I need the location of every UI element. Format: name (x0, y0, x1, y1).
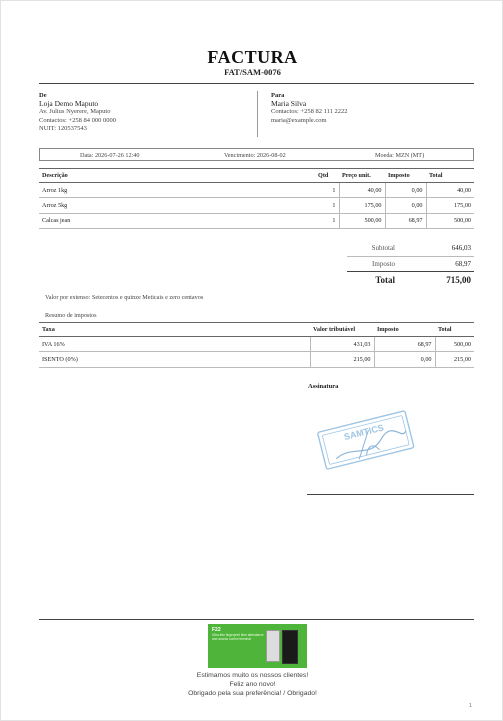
item-total: 500,00 (426, 213, 474, 228)
item-tax: 68,97 (385, 213, 426, 228)
item-description: Calcas jean (39, 213, 315, 228)
footer-divider (39, 619, 474, 620)
total-value: 715,00 (446, 275, 471, 285)
from-nuit: NUIT: 120537543 (39, 125, 87, 133)
col-taxable: Valor tributável (310, 323, 374, 337)
item-qty: 1 (315, 183, 339, 198)
tax-value: 68,97 (455, 260, 471, 268)
invoice-info-box (39, 148, 474, 161)
item-description: Arroz 5kg (39, 198, 315, 213)
company-stamp (311, 401, 421, 481)
col-tax-amount: Imposto (374, 323, 435, 337)
tax-amount: 68,97 (374, 337, 435, 352)
tax-taxable: 215,00 (310, 352, 374, 367)
table-row (39, 337, 474, 352)
promo-banner (208, 624, 307, 668)
col-total: Total (426, 169, 474, 183)
from-address: Av. Julius Nyerere, Maputo (39, 108, 111, 115)
from-contacts: Contactos: +258 84 000 0000 (39, 116, 116, 124)
item-qty: 1 (315, 213, 339, 228)
header-divider (39, 83, 474, 84)
tax-rate: IVA 16% (39, 337, 310, 352)
table-row (39, 183, 474, 198)
to-label: Para (271, 92, 285, 99)
subtotal-value: 646,03 (451, 244, 471, 252)
page-number: 1 (469, 703, 472, 709)
from-label: De (39, 92, 47, 99)
item-total: 40,00 (426, 183, 474, 198)
to-contacts: Contactos: +258 82 111 2222 (271, 108, 348, 115)
signature-line (307, 494, 474, 495)
invoice-currency: Moeda: MZN (MT) (375, 151, 425, 159)
to-email: maria@example.com (271, 116, 327, 124)
tax-taxable: 431,03 (310, 337, 374, 352)
stamp-text: SAMTICS (342, 422, 385, 443)
table-row (39, 352, 474, 367)
tax-amount: 0,00 (374, 352, 435, 367)
banner-text: Ultra-thin fingerprint time attendance and access control terminal (212, 633, 264, 642)
item-unit-price: 40,00 (339, 183, 385, 198)
item-unit-price: 500,00 (339, 213, 385, 228)
item-total: 175,00 (426, 198, 474, 213)
tax-total: 500,00 (435, 337, 474, 352)
tax-rate: ISENTO (0%) (39, 352, 310, 367)
item-tax: 0,00 (385, 183, 426, 198)
col-unit-price: Preço unit. (339, 169, 385, 183)
items-header-row (39, 169, 474, 183)
tax-summary-table (39, 322, 474, 368)
table-row (39, 198, 474, 213)
signature-label: Assinatura (308, 383, 339, 390)
invoice-number: FAT/SAM-0076 (224, 67, 281, 77)
item-tax: 0,00 (385, 198, 426, 213)
item-description: Arroz 1kg (39, 183, 315, 198)
col-qty: Qtd (315, 169, 339, 183)
tax-total: 215,00 (435, 352, 474, 367)
device-image-light (266, 630, 280, 662)
tax-summary-caption: Resumo de impostos (45, 312, 97, 319)
invoice-due-date: Vencimento: 2026-08-02 (224, 151, 286, 159)
col-description: Descrição (39, 169, 315, 183)
document-title: FACTURA (207, 47, 298, 67)
to-block (271, 92, 348, 125)
subtotal-label: Subtotal (371, 244, 395, 252)
col-tax: Imposto (385, 169, 426, 183)
footer-line-1: Estimamos muito os nossos clientes! (196, 672, 309, 679)
col-rate: Taxa (39, 323, 310, 337)
to-name: Maria Silva (271, 99, 307, 108)
from-block (39, 92, 116, 134)
tax-header-row (39, 323, 474, 337)
summary-divider (347, 256, 474, 257)
table-row (39, 213, 474, 228)
from-name: Loja Demo Maputo (39, 99, 99, 108)
amount-in-words: Valor por extenso: Setecentos e quinze Meticais e zero centavos (45, 294, 204, 301)
invoice-date: Data: 2026-07-26 12:40 (80, 151, 140, 159)
parties-divider (257, 91, 258, 137)
total-label: Total (375, 275, 395, 285)
items-table (39, 168, 474, 229)
col-tax-total: Total (435, 323, 474, 337)
device-image-dark (282, 630, 298, 664)
banner-brand: F22 (212, 627, 221, 633)
tax-label: Imposto (372, 260, 395, 268)
item-unit-price: 175,00 (339, 198, 385, 213)
footer-line-2: Feliz ano novo! (229, 681, 276, 688)
footer-line-3: Obrigado pela sua preferência! / Obrigado! (188, 690, 317, 697)
total-divider (347, 271, 474, 272)
item-qty: 1 (315, 198, 339, 213)
